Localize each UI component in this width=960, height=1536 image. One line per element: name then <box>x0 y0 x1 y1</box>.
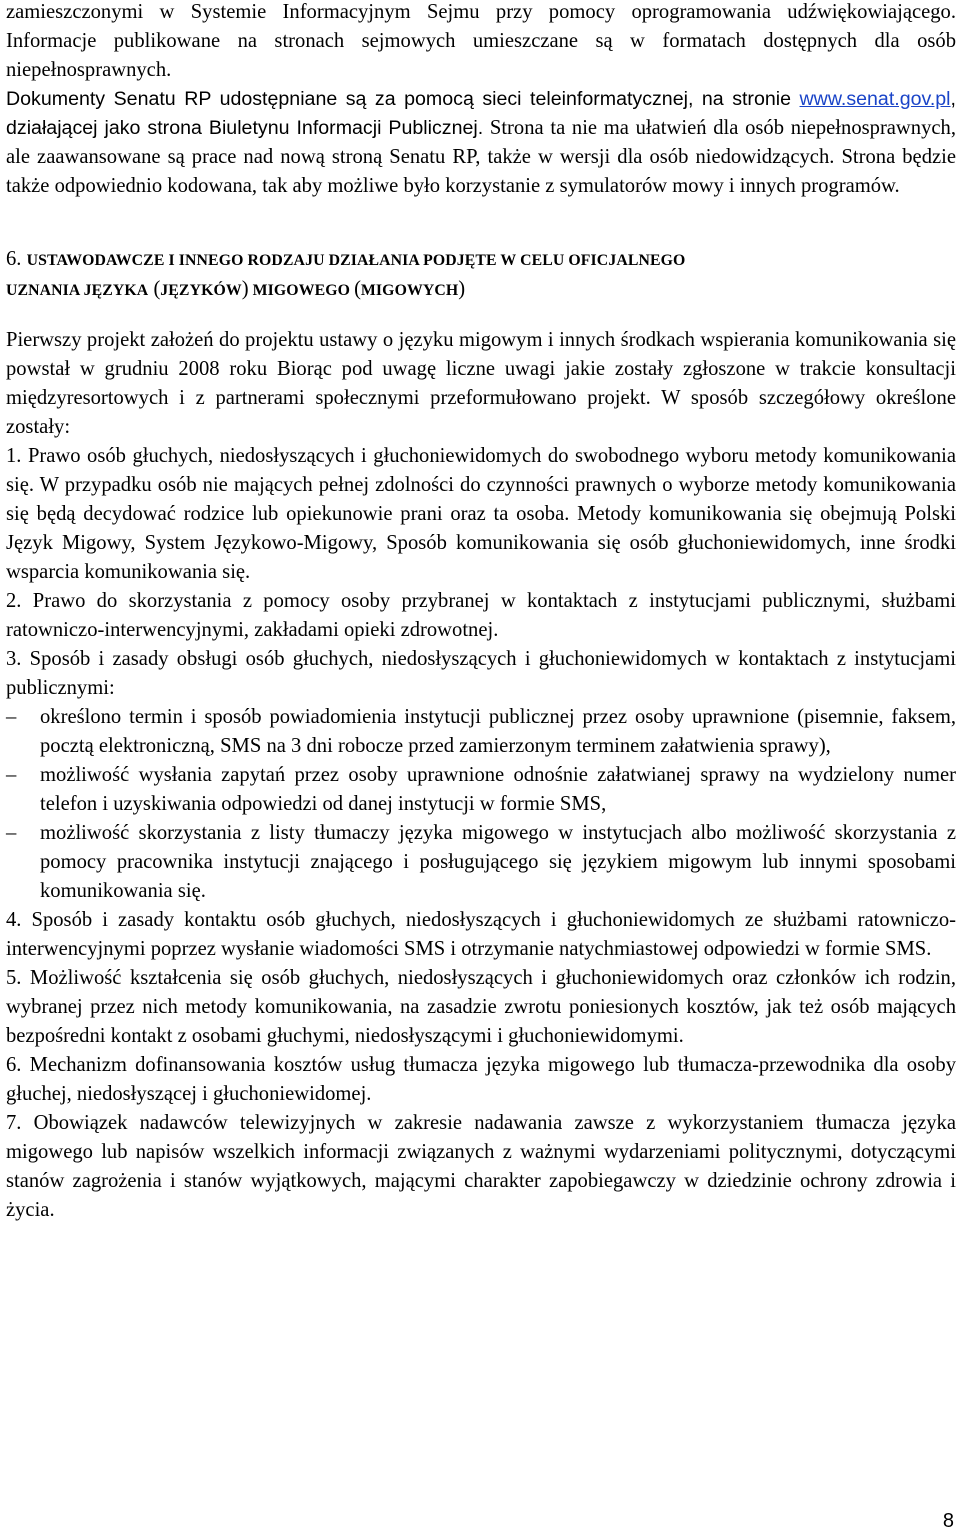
dash-item-text: możliwość skorzystania z listy tłumaczy języka migowego w instytucjach albo możliwość skorzystania z pomocy pracownika instytucji znającego i posługującego się językiem migowym lub innymi sposobami komunikowania się. <box>40 822 956 902</box>
list-item-5: 5. Możliwość kształcenia się osób głuchych, niedosłyszących i głuchoniewidomych oraz członków ich rodzin, wybranej przez nich metody komunikowania, na zasadzie zwrotu poniesionych kosztów, jak też osób mających bezpośredni kontakt z osobami głuchymi, niedosłyszącymi i głuchoniewidomymi. <box>6 967 956 1047</box>
intro-paragraph-1: zamieszczonymi w Systemie Informacyjnym Sejmu przy pomocy oprogramowania udźwiękowiającego. Informacje publikowane na stronach sejmowych umieszczane są w formatach dostępnych dla osób niepełnosprawnych. <box>6 1 956 81</box>
document-page <box>6 0 956 1225</box>
section-number: 6. <box>6 248 22 270</box>
dash-mark: – <box>6 764 17 786</box>
section-title-line-1: USTAWODAWCZE I INNEGO RODZAJU DZIAŁANIA PODJĘTE W CELU OFICJALNEGO <box>26 252 686 269</box>
dash-item-text: możliwość wysłania zapytań przez osoby uprawnione odnośnie załatwianej sprawy na wydzielony numer telefon i uzyskiwania odpowiedzi od danej instytucji w formie SMS, <box>40 764 956 815</box>
page-number: 8 <box>942 1510 954 1532</box>
dash-mark: – <box>6 822 17 844</box>
section-title-part-e: MIGOWEGO <box>248 282 355 299</box>
section-title-part-c: JĘZYKÓW <box>160 282 242 299</box>
dash-item-1 <box>6 703 956 761</box>
section-lead: Pierwszy projekt założeń do projektu ustawy o języku migowym i innych środkach wspierania komunikowania się powstał w grudniu 2008 roku Biorąc pod uwagę liczne uwagi jakie zostały zgłoszone w trakcie konsultacji międzyresortowych i z partnerami społecznymi przeformułowano projekt. W sposób szczegółowy określone zostały: <box>6 329 956 438</box>
intro-paragraph-2 <box>6 85 956 201</box>
list-item-1: 1. Prawo osób głuchych, niedosłyszących i głuchoniewidomych do swobodnego wyboru metody komunikowania się. W przypadku osób nie mających pełnej zdolności do czynności prawnych o wyborze metody komunikowania się będą decydować rodzice lub opiekunowie prani oraz ta osoba. Metody komunikowania się obejmują Polski Język Migowy, System Językowo-Migowy, Sposób komunikowania się osób głuchoniewidomych, inne środki wsparcia komunikowania się. <box>6 445 956 583</box>
section-title-paren-close-2: ) <box>458 278 466 300</box>
section-body <box>6 326 956 1225</box>
list-item-7: 7. Obowiązek nadawców telewizyjnych w zakresie nadawania zawsze z wykorzystaniem tłumacza języka migowego lub napisów wszelkich informacji związanych z ważnymi wydarzeniami politycznymi, dotyczącymi stanów zagrożenia i stanów wyjątkowych, mającymi charakter zapobiegawczy w dziedzinie ochrony zdrowia i życia. <box>6 1112 956 1221</box>
list-item-4: 4. Sposób i zasady kontaktu osób głuchych, niedosłyszących i głuchoniewidomych ze służbami ratowniczo-interwencyjnymi poprzez wysłanie wiadomości SMS i otrzymanie natychmiastowej odpowiedzi w formie SMS. <box>6 909 956 960</box>
dash-item-2 <box>6 761 956 819</box>
section-title-part-g: MIGOWYCH <box>360 282 459 299</box>
senate-text-continued: Strona ta nie ma ułatwień dla osób niepełnosprawnych, ale zaawansowane są prace nad nową stroną Senatu RP, także w wersji dla osób niedowidzących. Strona będzie także odpowiednio kodowana, tak aby możliwe było korzystanie z symulatorów mowy i innych programów. <box>6 117 956 197</box>
list-item-6: 6. Mechanizm dofinansowania kosztów usług tłumacza języka migowego lub tłumacza-przewodnika dla osoby głuchej, niedosłyszącej i głuchoniewidomej. <box>6 1054 956 1105</box>
section-heading <box>6 245 956 305</box>
section-title-paren-open-2: ( <box>354 278 361 300</box>
senate-text-after: , działającej jako strona Biuletynu Informacji Publicznej. <box>6 88 956 139</box>
dash-item-3 <box>6 819 956 906</box>
dash-mark: – <box>6 706 17 728</box>
section-title-paren-open: ( <box>153 278 161 300</box>
list-item-3: 3. Sposób i zasady obsługi osób głuchych, niedosłyszących i głuchoniewidomych w kontaktach z instytucjami publicznymi: <box>6 648 956 699</box>
section-title-paren-close: ) <box>241 278 249 300</box>
list-item-2: 2. Prawo do skorzystania z pomocy osoby przybranej w kontaktach z instytucjami publicznymi, służbami ratowniczo-interwencyjnymi, zakładami opieki zdrowotnej. <box>6 590 956 641</box>
section-title-part-a: UZNANIA JĘZYKA <box>6 282 149 299</box>
senate-text-before: Dokumenty Senatu RP udostępniane są za pomocą sieci teleinformatycznej, na stronie <box>6 88 800 110</box>
dash-item-text: określono termin i sposób powiadomienia instytucji publicznej przez osoby uprawnione (pisemnie, faksem, pocztą elektroniczną, SMS na 3 dni robocze przed zamierzonym terminem załatwienia sprawy), <box>40 706 956 757</box>
senate-website-link[interactable]: www.senat.gov.pl <box>799 88 951 110</box>
